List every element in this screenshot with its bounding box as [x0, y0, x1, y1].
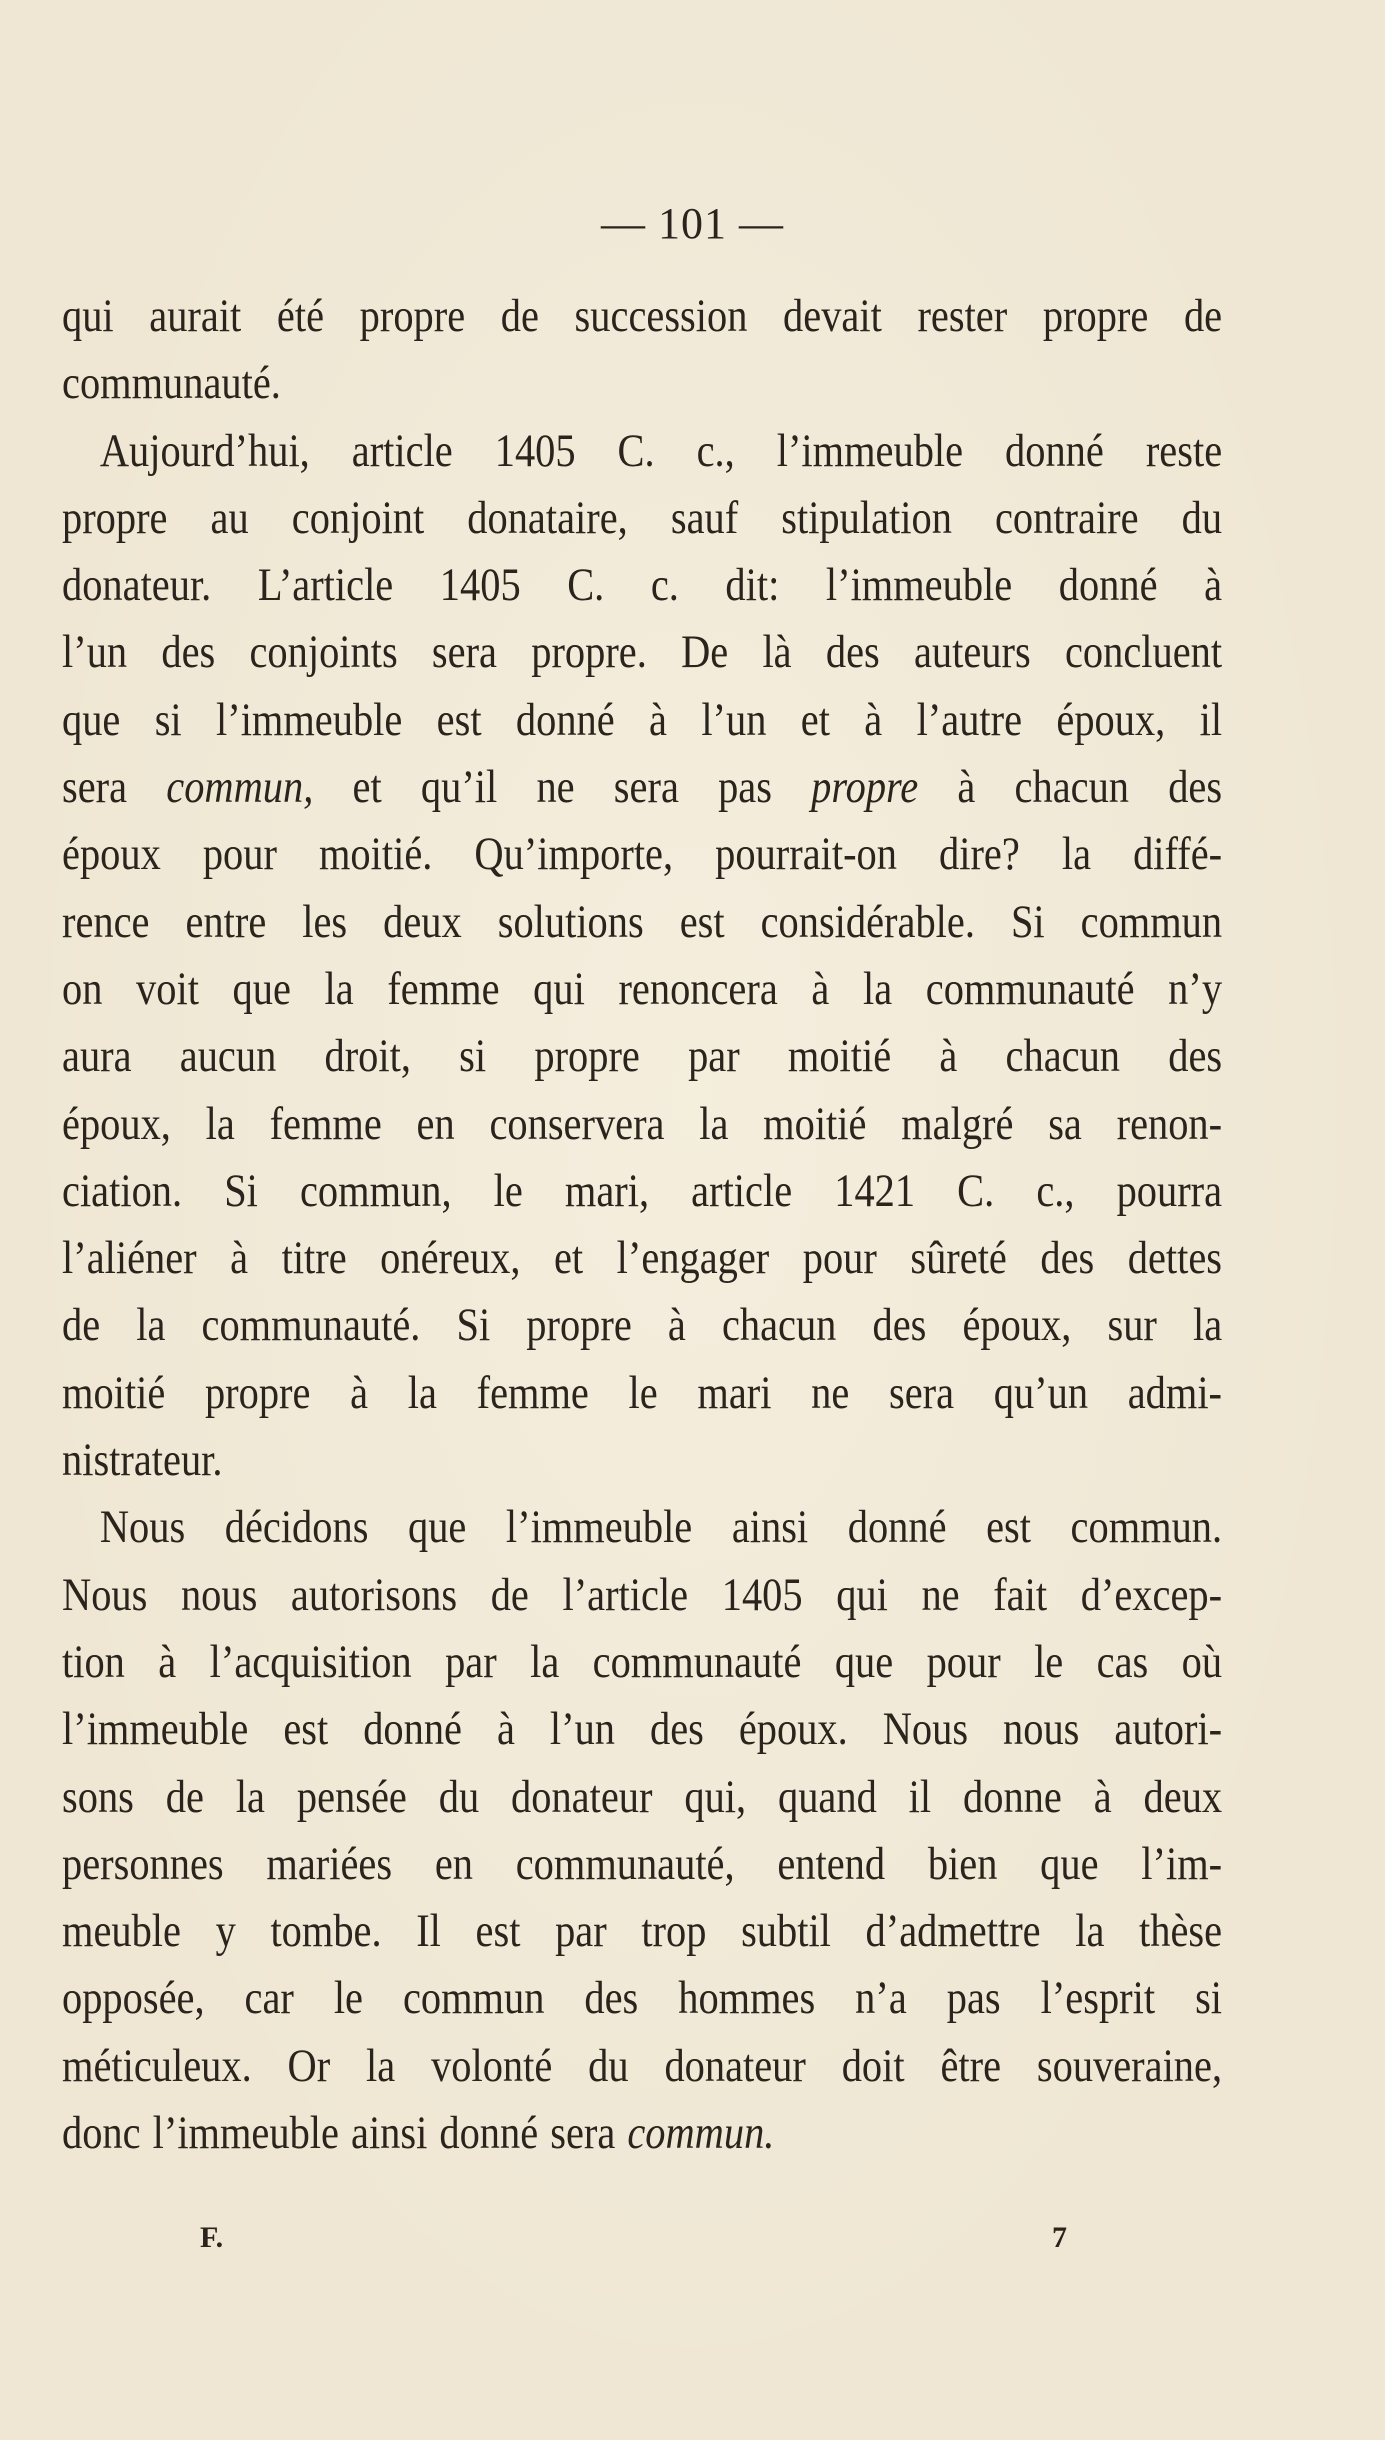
word: à [667, 1299, 686, 1352]
word: trop [641, 1905, 707, 1958]
word: communauté [925, 962, 1135, 1015]
word: époux, [62, 1097, 171, 1150]
word: voit [136, 962, 199, 1015]
word: si [154, 693, 182, 746]
word: l’aliéner [62, 1232, 197, 1285]
word: la [1061, 828, 1092, 881]
word: volonté [431, 2039, 553, 2092]
word: est [475, 1905, 521, 1958]
word: commun [402, 1972, 545, 2025]
word: succession [574, 290, 748, 342]
word: la [324, 962, 354, 1015]
word: sauf [670, 491, 739, 544]
word: subtil [741, 1905, 831, 1958]
word: du [588, 2039, 629, 2092]
word: la [530, 1635, 560, 1688]
word: l’immeuble [216, 693, 403, 746]
word: par [688, 1030, 740, 1083]
word: ne [921, 1568, 960, 1621]
word: auteurs [913, 626, 1031, 679]
word: communauté. [201, 1299, 421, 1352]
word: à [350, 1366, 369, 1419]
word: donataire, [467, 491, 628, 544]
word: à [230, 1232, 249, 1285]
text-line [62, 1023, 1222, 1090]
text-line [62, 1158, 1222, 1225]
word: donne [963, 1770, 1062, 1823]
word: donateur [511, 1770, 653, 1823]
text-line [62, 1898, 1222, 1965]
word: l’im- [1141, 1837, 1223, 1890]
word: reste [1145, 424, 1223, 477]
word: n’y [1168, 962, 1223, 1015]
word: le [493, 1164, 523, 1217]
word: si [1195, 1972, 1223, 2025]
word: du [438, 1770, 480, 1823]
word: donateur. [62, 559, 212, 612]
word: aurait [149, 290, 242, 342]
word: par [555, 1905, 607, 1958]
word: Si [1010, 895, 1045, 948]
word: la [366, 2039, 396, 2092]
word: article [351, 424, 453, 477]
text-line [62, 2033, 1222, 2100]
word: fait [993, 1568, 1048, 1621]
body-text [62, 283, 1222, 2167]
word: donné [1005, 424, 1104, 477]
word: quand [778, 1770, 877, 1823]
word: dire? [939, 828, 1020, 881]
word: considérable. [760, 895, 975, 948]
word: l’immeuble [62, 1703, 249, 1756]
word: femme [387, 962, 500, 1015]
word: dit: [725, 559, 780, 612]
word: du [1181, 491, 1223, 544]
word: y [215, 1905, 236, 1958]
word: être [940, 2039, 1002, 2092]
word: pour [202, 828, 277, 881]
word: stipulation [781, 491, 952, 544]
word: méticuleux. [62, 2039, 252, 2092]
word: commun, [299, 1164, 452, 1217]
word: hommes [678, 1972, 816, 2025]
word: communauté [592, 1635, 802, 1688]
word: 1405 [721, 1568, 803, 1621]
text-line [62, 283, 1222, 350]
signature-mark-left: F. [200, 2221, 224, 2254]
word: à [957, 761, 976, 814]
word: nistrateur. [62, 1434, 223, 1487]
word: propre [526, 1299, 632, 1352]
word: la [407, 1366, 437, 1419]
text-line [62, 889, 1222, 956]
word: les [302, 895, 348, 948]
word: tombe. [270, 1905, 382, 1958]
word: par [445, 1635, 497, 1688]
text-line [62, 418, 1222, 485]
word: l’immeuble [825, 559, 1013, 612]
word: ne [536, 761, 575, 814]
word: à [158, 1635, 177, 1688]
text-line [62, 1427, 1222, 1494]
word: renoncera [618, 962, 778, 1015]
word: de [500, 290, 539, 342]
word: 1421 [834, 1164, 916, 1217]
word: d’excep- [1080, 1568, 1223, 1621]
word: aura [62, 1030, 132, 1083]
word: malgré [901, 1097, 1014, 1150]
word: des [649, 1703, 704, 1756]
word: ainsi [731, 1501, 809, 1554]
word: que [62, 693, 121, 746]
word: l’un [701, 693, 767, 746]
word: article [691, 1164, 793, 1217]
text-line [62, 1831, 1222, 1898]
word: des [872, 1299, 927, 1352]
text-line [62, 1292, 1222, 1359]
word: sera [888, 1366, 955, 1419]
word: femme [269, 1097, 382, 1150]
text-line [62, 2100, 1222, 2167]
word: le [1034, 1635, 1064, 1688]
word: sons [62, 1770, 134, 1823]
word: l’engager [616, 1232, 770, 1285]
word: l’esprit [1040, 1972, 1156, 2025]
word: entend [777, 1837, 886, 1890]
word: sera [550, 2107, 616, 2160]
text-line [62, 1629, 1222, 1696]
word: donateur [664, 2039, 806, 2092]
word: moitié. [318, 828, 433, 881]
word: propre [1042, 290, 1149, 342]
page-footer [0, 2218, 1385, 2258]
word: Qu’importe, [474, 828, 674, 881]
word: meuble [62, 1905, 181, 1958]
word: aucun [179, 1030, 277, 1083]
word: en [434, 1837, 473, 1890]
word: moitié [787, 1030, 892, 1083]
text-line [62, 1562, 1222, 1629]
word: souveraine, [1036, 2039, 1223, 2092]
word: été [276, 290, 325, 342]
word: à [811, 962, 830, 1015]
word: renon- [1116, 1097, 1223, 1150]
word: doit [841, 2039, 905, 2092]
word: chacun [721, 1299, 837, 1352]
word: donné [1058, 559, 1158, 612]
word: donné [847, 1501, 947, 1554]
word: donc [62, 2107, 141, 2160]
text-line [62, 687, 1222, 754]
word: opposée, [62, 1972, 205, 2025]
word: pour [926, 1635, 1001, 1688]
word: le [333, 1972, 363, 2025]
word: l’immeuble [505, 1501, 693, 1554]
word: rester [917, 290, 1008, 342]
word: que [407, 1501, 467, 1554]
word: des [1040, 1232, 1095, 1285]
word: c., [696, 424, 735, 477]
word: cas [1096, 1635, 1149, 1688]
word: qui, [684, 1770, 747, 1823]
word: d’admettre [865, 1905, 1041, 1958]
word: solutions [497, 895, 644, 948]
word: donné [515, 693, 615, 746]
emphasized-word: commun. [627, 2107, 775, 2160]
word: mariées [266, 1837, 393, 1890]
word: à [1204, 559, 1223, 612]
word: femme [476, 1366, 589, 1419]
word: de [165, 1770, 204, 1823]
word: deux [383, 895, 462, 948]
word: pourra [1116, 1164, 1223, 1217]
word: et [800, 693, 830, 746]
word: qui [836, 1568, 888, 1621]
word: bien [927, 1837, 998, 1890]
word: l’immeuble [776, 424, 964, 477]
text-line [62, 1764, 1222, 1831]
word: Nous [62, 1568, 148, 1621]
word: droit, [324, 1030, 411, 1083]
word: communauté. [62, 357, 281, 410]
word: titre [281, 1232, 347, 1285]
word: la [1192, 1299, 1223, 1352]
word: sera [62, 761, 128, 814]
word: nous [180, 1568, 258, 1621]
word: De [681, 626, 729, 679]
word: est [436, 693, 482, 746]
word: n’a [855, 1972, 907, 2025]
word: nous [1003, 1703, 1080, 1756]
word: propre. [531, 626, 647, 679]
word: la [1075, 1905, 1105, 1958]
word: Si [456, 1299, 491, 1352]
word: car [244, 1972, 294, 2025]
emphasized-word: propre [811, 761, 919, 814]
word: la [862, 962, 893, 1015]
word: de [1183, 290, 1223, 342]
text-line [62, 1091, 1222, 1158]
word: C. [567, 559, 605, 612]
word: entre [185, 895, 267, 948]
word: est [679, 895, 725, 948]
word: pas [718, 761, 772, 814]
word: mari [697, 1366, 772, 1419]
word: propre [204, 1366, 311, 1419]
word: L’article [257, 559, 394, 612]
word: Aujourd’hui, [99, 424, 310, 477]
word: conjoint [291, 491, 425, 544]
word: 1405 [494, 424, 576, 477]
word: l’acquisition [209, 1635, 412, 1688]
word: propre [534, 1030, 640, 1083]
word: la [235, 1770, 266, 1823]
word: si [459, 1030, 487, 1083]
text-line [62, 1965, 1222, 2032]
word: il [908, 1770, 932, 1823]
word: sera [431, 626, 497, 679]
word: au [210, 491, 249, 544]
word: chacun [1014, 761, 1130, 814]
word: à [649, 693, 667, 746]
word: thèse [1139, 1905, 1223, 1958]
word: ne [811, 1366, 850, 1419]
text-line [62, 821, 1222, 888]
word: 1405 [439, 559, 521, 612]
word: la [136, 1299, 166, 1352]
word: à [864, 693, 883, 746]
word: autorisons [290, 1568, 458, 1621]
word: rence [62, 895, 150, 948]
word: donné [439, 2107, 539, 2160]
word: Si [224, 1164, 258, 1217]
word: époux, [1056, 693, 1166, 746]
word: contraire [994, 491, 1139, 544]
word: la [699, 1097, 729, 1150]
word: diffé- [1133, 828, 1223, 881]
word: époux. [738, 1703, 848, 1756]
word: propre [359, 290, 466, 342]
word: devait [783, 290, 882, 342]
word: à [1093, 1770, 1112, 1823]
word: pour [802, 1232, 877, 1285]
word: des [1168, 761, 1223, 814]
word: qu’un [993, 1366, 1089, 1419]
word: pas [946, 1972, 1001, 2025]
word: dettes [1127, 1232, 1223, 1285]
text-line [62, 350, 1222, 417]
word: des [1168, 1030, 1223, 1083]
word: sur [1107, 1299, 1157, 1352]
word: la [205, 1097, 235, 1150]
word: pourrait-on [715, 828, 897, 881]
word: que [232, 962, 291, 1015]
word: qui [533, 962, 585, 1015]
word: est [283, 1703, 329, 1756]
word: communauté, [515, 1837, 735, 1890]
signature-mark-right: 7 [1052, 2221, 1067, 2254]
word: l’article [562, 1568, 689, 1621]
text-line [62, 1360, 1222, 1427]
word: et [553, 1232, 584, 1285]
word: à [496, 1703, 515, 1756]
word: onéreux, [380, 1232, 521, 1285]
word: commun [1080, 895, 1223, 948]
text-line [62, 485, 1222, 552]
text-line [62, 1494, 1222, 1561]
word: qu’il [420, 761, 498, 814]
word: le [628, 1366, 658, 1419]
word: deux [1143, 1770, 1223, 1823]
page-number: — 101 — [601, 199, 784, 248]
word: autori- [1114, 1703, 1223, 1756]
word: c. [650, 559, 679, 612]
word: et [352, 761, 382, 814]
word: commun. [1070, 1501, 1223, 1554]
word: l’un [549, 1703, 616, 1756]
word: ciation. [62, 1164, 183, 1217]
word: à [939, 1030, 958, 1083]
word: ainsi [351, 2107, 428, 2160]
word: que [1040, 1837, 1099, 1890]
word: de [490, 1568, 529, 1621]
word: de [62, 1299, 101, 1352]
word: conjoints [249, 626, 398, 679]
word: chacun [1005, 1030, 1121, 1083]
word: conservera [489, 1097, 665, 1150]
word: Il [416, 1905, 441, 1958]
word: C. [957, 1164, 995, 1217]
word: c., [1036, 1164, 1075, 1217]
word: mari, [564, 1164, 650, 1217]
word: C. [617, 424, 655, 477]
word: là [762, 626, 792, 679]
text-line [62, 754, 1222, 821]
word: des [825, 626, 880, 679]
word: concluent [1064, 626, 1223, 679]
emphasized-word: commun, [166, 761, 314, 814]
word: en [416, 1097, 455, 1150]
word: moitié [62, 1366, 166, 1419]
word: tion [62, 1635, 125, 1688]
text-line [62, 1696, 1222, 1763]
word: admi- [1127, 1366, 1223, 1419]
word: personnes [62, 1837, 224, 1890]
text-line [62, 552, 1222, 619]
word: Or [287, 2039, 331, 2092]
word: propre [62, 491, 168, 544]
word: que [834, 1635, 894, 1688]
word: est [986, 1501, 1031, 1554]
word: sa [1048, 1097, 1082, 1150]
word: moitié [763, 1097, 867, 1150]
word: sera [613, 761, 679, 814]
word: des [584, 1972, 639, 2025]
word: sûreté [910, 1232, 1007, 1285]
word: l’un [62, 626, 128, 679]
word: époux, [962, 1299, 1072, 1352]
word: qui [62, 290, 114, 342]
text-line [62, 619, 1222, 686]
word: pensée [296, 1770, 407, 1823]
word: Nous [99, 1501, 186, 1554]
word: Nous [882, 1703, 969, 1756]
word: l’immeuble [152, 2107, 339, 2160]
word: des [161, 626, 216, 679]
word: époux [62, 828, 161, 881]
text-line [62, 956, 1222, 1023]
text-line [62, 1225, 1222, 1292]
word: donné [363, 1703, 462, 1756]
word: on [62, 962, 103, 1015]
word: où [1181, 1635, 1223, 1688]
word: décidons [224, 1501, 369, 1554]
word: l’autre [916, 693, 1023, 746]
word: il [1199, 693, 1223, 746]
